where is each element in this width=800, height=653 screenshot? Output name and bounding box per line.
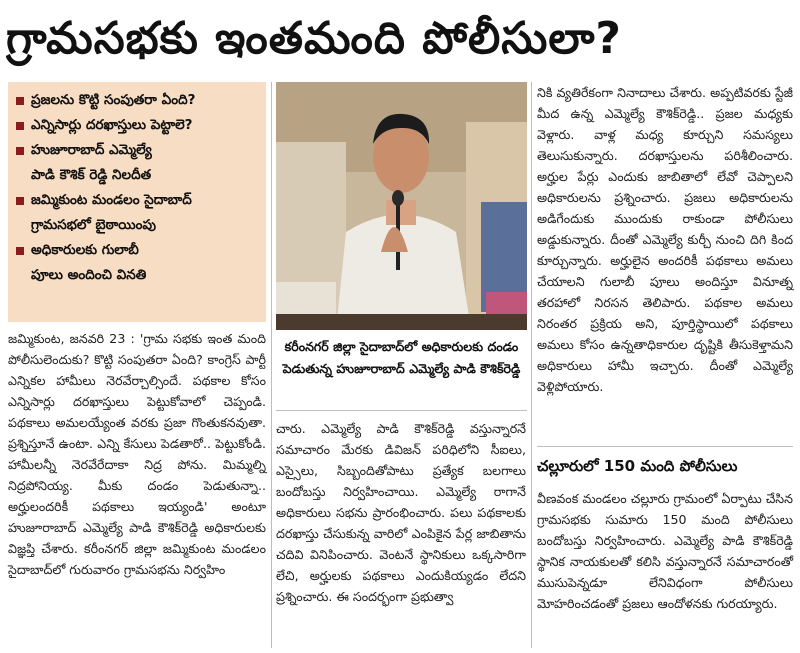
highlight-text: హుజూరాబాద్ ఎమ్మెల్యే — [31, 142, 152, 158]
bullet-icon — [16, 197, 24, 205]
caption-divider — [276, 410, 527, 411]
sub-headline: చల్లూరులో 150 మంది పోలీసులు — [537, 457, 738, 475]
bullet-icon — [16, 247, 24, 255]
mla-photo-image — [276, 82, 527, 330]
highlight-item — [14, 113, 260, 138]
article-column-2 — [276, 418, 526, 648]
highlight-text: పూలు అందించి వినతి — [31, 267, 147, 283]
subhead-divider — [537, 446, 793, 447]
highlight-item — [14, 188, 260, 213]
highlight-text: అధికారులకు గులాబీ — [31, 242, 139, 258]
news-photo — [276, 82, 527, 330]
bullet-icon — [16, 147, 24, 155]
highlight-item — [14, 88, 260, 113]
highlight-item — [14, 138, 260, 163]
column-text: జమ్మికుంట, జనవరి 23 : 'గ్రామ సభకు ఇంత మంది పోలీసులెందుకు? కొట్టి సంపుతరా ఏంది? కాంగ్రెస్ పార్టీ ఎన్నికల హామీలు నెరవేర్చాల్సిందే. పథకాల కోసం ఎన్నిసార్లు దరఖాస్తులు పెట్టుకోవాలో చెప్పండి. పథకాలు అమలయ్యేంత వరకు ప్రజా గొంతుకనవుతా. ప్రశ్నిస్తూనే ఉంటా. ఎన్ని కేసులు పెడతారో.. పెట్టుకోండి. హామీలన్నీ నెరవేరేదాకా నిద్ర పోను. మిమ్మల్ని నిద్రపోనియ్య. మీకు దండం పెడుతున్నా.. అర్హులందరికీ పథకాలు ఇయ్యండి' అంటూ హుజూరాబాద్ ఎమ్మెల్యే పాడి కౌశిక్‌రెడ్డి అధికారులకు విజ్ఞప్తి చేశారు. కరీంనగర్ జిల్లా జమ్మికుంట మండలం సైదాబాద్‌లో గురువారం గ్రామసభను నిర్వహిం — [8, 331, 266, 577]
column-text: నికి వ్యతిరేకంగా నినాదాలు చేశారు. అప్పటివరకు స్టేజీ మీద ఉన్న ఎమ్మెల్యే కౌశిక్‌రెడ్డి.. ప్రజల మధ్యకు వెళ్లారు. వాళ్ల మధ్య కూర్చుని సమస్యలు తెలుసుకున్నారు. దరఖాస్తులను పరిశీలించారు. అర్హుల పేర్లు ఎందుకు జాబితాలో లేవో చెప్పాలని అధికారులను ప్రశ్నించారు. ప్రజలు అధికారులను అడిగేందుకు ముందుకు రాకుండా పోలీసులు అడ్డుకున్నారు. దీంతో ఎమ్మెల్యే కుర్చీ నుంచి దిగి కింద కూర్చున్నారు. అర్హులైన అందరికీ పథకాలు అమలు చేయాలని గులాబీ పూలు అందిస్తూ వినూత్న తరహాలో నిరసన తెలిపారు. పథకాల అమలు నిరంతర ప్రక్రియ అని, పూర్తిస్థాయిలో పథకాలు అమలు కోసం ఉన్నతాధికారుల దృష్టికి తీసుకెళ్తామని అధికారులు హామీ ఇచ్చారు. దీంతో ఎమ్మెల్యే వెళ్లిపోయారు. — [537, 85, 793, 394]
column-text: వీణవంక మండలం చల్లూరు గ్రామంలో ఏర్పాటు చేసిన గ్రామసభకు సుమారు 150 మంది పోలీసులు బందోబస్తు నిర్వహించారు. ఎమ్మెల్యే పాడి కౌశిక్‌రెడ్డి స్థానిక నాయకులతో కలిసి వస్తున్నారనే సమాచారంతో ముసుపెన్నడూ లేనివిధంగా పోలీసులు మోహరించడంతో ప్రజలు ఆందోళనకు గురయ్యారు. — [537, 491, 793, 611]
article-column-3 — [537, 82, 793, 442]
article-headline: గ్రామసభకు ఇంతమంది పోలీసులా? — [6, 13, 622, 64]
highlight-text: ఎన్నిసార్లు దరఖాస్తులు పెట్టాలె? — [31, 117, 193, 133]
photo-caption: కరీంనగర్ జిల్లా సైదాబాద్‌లో అధికారులకు దండం పెడుతున్న హుజూరాబాద్ ఎమ్మెల్యే పాడి కౌశిక్‌రెడ్డి — [282, 339, 521, 376]
bullet-icon — [16, 97, 24, 105]
highlight-item-continued — [14, 163, 260, 188]
column-divider — [531, 82, 532, 648]
highlight-text: గ్రామసభలో బైఠాయింపు — [31, 217, 156, 233]
highlight-text: జమ్మికుంట మండలం సైదాబాద్ — [31, 192, 192, 208]
article-column-1 — [8, 328, 266, 648]
highlight-text: పాడి కౌశిక్ రెడ్డి నిలదీత — [31, 167, 152, 183]
column-text: చారు. ఎమ్మెల్యే పాడి కౌశిక్‌రెడ్డి వస్తున్నారనే సమాచారం మేరకు డివిజన్ పరిధిలోని సీఐలు, ఎస్సైలు, సిబ్బందితోపాటు ప్రత్యేక బలగాలు బందోబస్తు నిర్వహించాయి. ఎమ్మెల్యే రాగానే అధికారులు సభను ప్రారంభించారు. పలు పథకాలకు దరఖాస్తు చేసుకున్న వారిలో ఎంపికైన పేర్ల జాబితాను చదివి వినిపించారు. వెంటనే స్థానికులు ఒక్కసారిగా లేచి, అర్హులకు పథకాలు ఎందుకియ్యడం లేదని ప్రశ్నించారు. ఈ సందర్భంగా ప్రభుత్వా — [276, 421, 526, 604]
highlight-item-continued — [14, 213, 260, 238]
highlight-item — [14, 238, 260, 263]
highlights-box — [8, 82, 266, 322]
article-column-3-continued — [537, 488, 793, 648]
bullet-icon — [16, 122, 24, 130]
column-divider — [271, 82, 272, 648]
highlight-text: ప్రజలను కొట్టి సంపుతరా ఏంది? — [31, 92, 196, 108]
highlight-item-continued — [14, 263, 260, 288]
